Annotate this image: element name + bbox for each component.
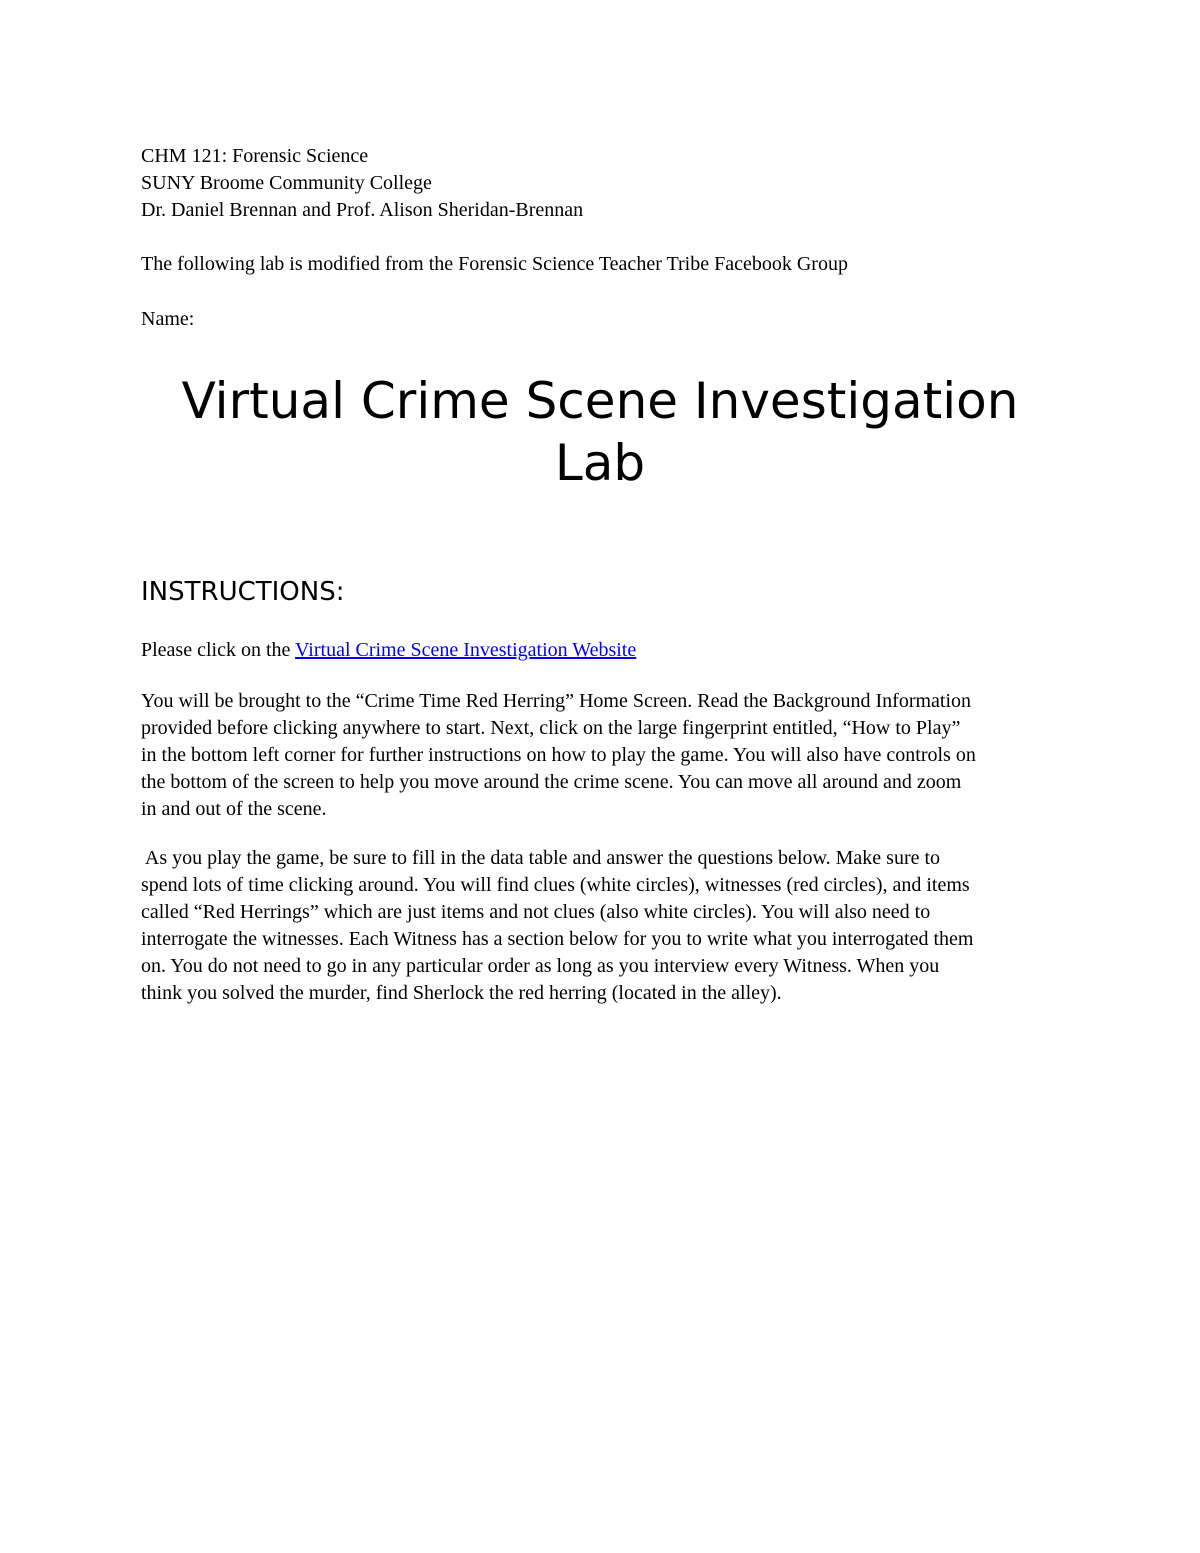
course-header xyxy=(141,143,1101,224)
course-title: CHM 121: Forensic Science xyxy=(141,145,369,167)
website-link-line xyxy=(141,637,636,664)
source-note: The following lab is modified from the Forensic Science Teacher Tribe Facebook Group xyxy=(141,253,848,275)
paragraph-1-line: in the bottom left corner for further instructions on how to play the game. You will also have controls on xyxy=(141,744,976,766)
paragraph-2-line: called “Red Herrings” which are just items and not clues (also white circles). You will also need to xyxy=(141,901,931,923)
instructions-paragraph-2 xyxy=(141,845,1141,1007)
instructor-names: Dr. Daniel Brennan and Prof. Alison Sheridan-Brennan xyxy=(141,199,584,221)
paragraph-1-line: You will be brought to the “Crime Time Red Herring” Home Screen. Read the Background Information xyxy=(141,690,972,712)
virtual-crime-scene-website-link[interactable]: Virtual Crime Scene Investigation Website xyxy=(295,639,637,661)
paragraph-2-line: think you solved the murder, find Sherlock the red herring (located in the alley). xyxy=(141,982,782,1004)
paragraph-2-line: spend lots of time clicking around. You will find clues (white circles), witnesses (red circles), and items xyxy=(141,874,970,896)
paragraph-2-line: interrogate the witnesses. Each Witness has a section below for you to write what you interrogated them xyxy=(141,928,974,950)
name-field-label: Name: xyxy=(141,308,195,330)
instructions-heading: INSTRUCTIONS: xyxy=(141,577,345,607)
paragraph-1-line: the bottom of the screen to help you move around the crime scene. You can move all around and zoom xyxy=(141,771,962,793)
page-title-line-2: Lab xyxy=(554,434,646,492)
website-link-prefix: Please click on the xyxy=(141,639,296,661)
page-title-line-1: Virtual Crime Scene Investigation xyxy=(181,372,1019,430)
college-name: SUNY Broome Community College xyxy=(141,172,432,194)
page-title xyxy=(100,370,1100,494)
paragraph-1-line: provided before clicking anywhere to start. Next, click on the large fingerprint entitled, “How to Play” xyxy=(141,717,961,739)
paragraph-2-line: As you play the game, be sure to fill in the data table and answer the questions below. Make sure to xyxy=(141,847,941,869)
paragraph-1-line: in and out of the scene. xyxy=(141,798,327,820)
instructions-paragraph-1 xyxy=(141,688,1141,823)
paragraph-2-line: on. You do not need to go in any particular order as long as you interview every Witness. When you xyxy=(141,955,940,977)
